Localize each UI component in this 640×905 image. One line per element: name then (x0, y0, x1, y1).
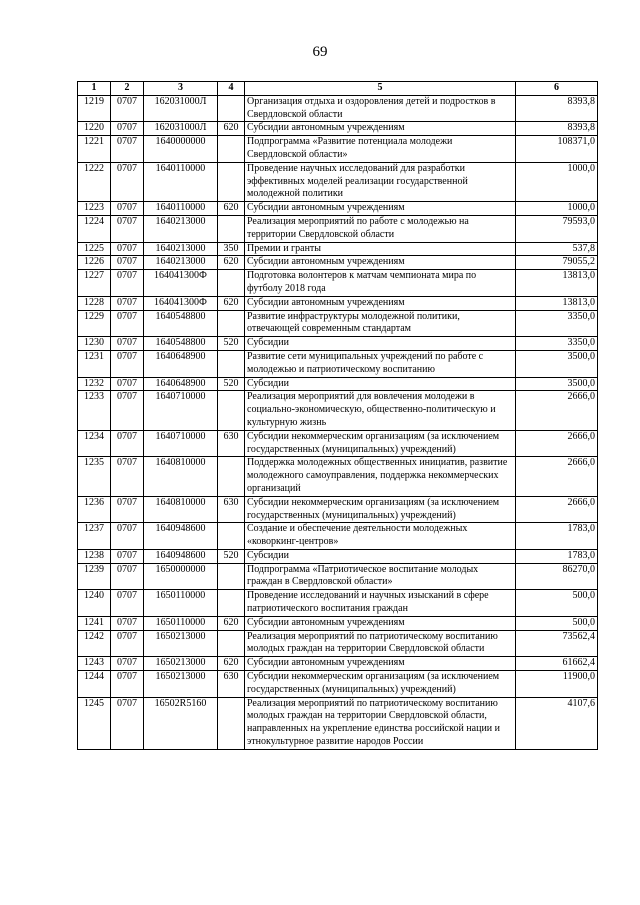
amount-value: 3350,0 (516, 310, 598, 337)
header-cell: 5 (245, 82, 516, 96)
section-code: 0707 (111, 242, 144, 256)
section-code: 0707 (111, 337, 144, 351)
item-name: Субсидии некоммерческим организациям (за исключением государственных (муниципальных) учреждений) (245, 496, 516, 523)
row-number: 1223 (78, 202, 111, 216)
item-name: Субсидии (245, 337, 516, 351)
table-row (78, 697, 598, 749)
section-code: 0707 (111, 270, 144, 297)
amount-value: 108371,0 (516, 136, 598, 163)
amount-value: 4107,6 (516, 697, 598, 749)
row-number: 1239 (78, 563, 111, 590)
target-article-code: 162031000Л (144, 122, 218, 136)
section-code: 0707 (111, 391, 144, 430)
row-number: 1222 (78, 162, 111, 201)
item-name: Подпрограмма «Патриотическое воспитание молодых граждан в Свердловской области» (245, 563, 516, 590)
item-name: Развитие инфраструктуры молодежной политики, отвечающей современным стандартам (245, 310, 516, 337)
row-number: 1241 (78, 616, 111, 630)
expense-type-code (218, 697, 245, 749)
target-article-code: 1640710000 (144, 391, 218, 430)
target-article-code: 1640810000 (144, 496, 218, 523)
section-code: 0707 (111, 697, 144, 749)
target-article-code: 16502R5160 (144, 697, 218, 749)
expense-type-code (218, 350, 245, 377)
row-number: 1228 (78, 296, 111, 310)
expense-type-code: 630 (218, 496, 245, 523)
header-row (78, 82, 598, 96)
section-code: 0707 (111, 657, 144, 671)
amount-value: 2666,0 (516, 391, 598, 430)
item-name: Субсидии некоммерческим организациям (за исключением государственных (муниципальных) учреждений) (245, 430, 516, 457)
expense-type-code (218, 95, 245, 122)
table-row (78, 391, 598, 430)
expense-type-code (218, 590, 245, 617)
row-number: 1232 (78, 377, 111, 391)
item-name: Субсидии автономным учреждениям (245, 122, 516, 136)
target-article-code: 1640110000 (144, 202, 218, 216)
row-number: 1236 (78, 496, 111, 523)
table-row (78, 590, 598, 617)
amount-value: 79593,0 (516, 215, 598, 242)
section-code: 0707 (111, 122, 144, 136)
item-name: Субсидии автономным учреждениям (245, 256, 516, 270)
amount-value: 500,0 (516, 616, 598, 630)
item-name: Реализация мероприятий по патриотическому воспитанию молодых граждан на территории Свердловской области, направленных на укрепление единства российской нации и этнокультурное развитие народов России (245, 697, 516, 749)
table-row (78, 270, 598, 297)
table-row (78, 136, 598, 163)
item-name: Премии и гранты (245, 242, 516, 256)
amount-value: 86270,0 (516, 563, 598, 590)
expense-type-code: 620 (218, 296, 245, 310)
expense-type-code (218, 136, 245, 163)
table-row (78, 337, 598, 351)
item-name: Субсидии автономным учреждениям (245, 202, 516, 216)
item-name: Проведение научных исследований для разработки эффективных моделей реализации государственной молодежной политики (245, 162, 516, 201)
row-number: 1242 (78, 630, 111, 657)
amount-value: 1000,0 (516, 162, 598, 201)
amount-value: 8393,8 (516, 95, 598, 122)
table-row (78, 296, 598, 310)
row-number: 1229 (78, 310, 111, 337)
amount-value: 3500,0 (516, 350, 598, 377)
section-code: 0707 (111, 350, 144, 377)
item-name: Создание и обеспечение деятельности молодежных «коворкинг-центров» (245, 523, 516, 550)
item-name: Реализация мероприятий по патриотическому воспитанию молодых граждан на территории Свердловской области (245, 630, 516, 657)
target-article-code: 1640213000 (144, 242, 218, 256)
target-article-code: 1650110000 (144, 616, 218, 630)
row-number: 1234 (78, 430, 111, 457)
row-number: 1245 (78, 697, 111, 749)
row-number: 1219 (78, 95, 111, 122)
item-name: Подготовка волонтеров к матчам чемпионата мира по футболу 2018 года (245, 270, 516, 297)
item-name: Субсидии (245, 549, 516, 563)
item-name: Субсидии (245, 377, 516, 391)
header-cell: 3 (144, 82, 218, 96)
expense-type-code: 620 (218, 122, 245, 136)
section-code: 0707 (111, 202, 144, 216)
section-code: 0707 (111, 523, 144, 550)
table-row (78, 310, 598, 337)
table-row (78, 430, 598, 457)
target-article-code: 162031000Л (144, 95, 218, 122)
target-article-code: 164041300Ф (144, 296, 218, 310)
row-number: 1221 (78, 136, 111, 163)
section-code: 0707 (111, 671, 144, 698)
expense-type-code (218, 391, 245, 430)
section-code: 0707 (111, 95, 144, 122)
amount-value: 8393,8 (516, 122, 598, 136)
target-article-code: 1640548800 (144, 310, 218, 337)
target-article-code: 1640948600 (144, 549, 218, 563)
expense-type-code: 520 (218, 377, 245, 391)
amount-value: 3350,0 (516, 337, 598, 351)
item-name: Поддержка молодежных общественных инициатив, развитие молодежного самоуправления, поддержка некоммерческих организаций (245, 457, 516, 496)
section-code: 0707 (111, 616, 144, 630)
target-article-code: 164041300Ф (144, 270, 218, 297)
target-article-code: 1650213000 (144, 630, 218, 657)
table-row (78, 457, 598, 496)
header-cell: 2 (111, 82, 144, 96)
expense-type-code (218, 162, 245, 201)
header-cell: 6 (516, 82, 598, 96)
section-code: 0707 (111, 256, 144, 270)
row-number: 1240 (78, 590, 111, 617)
section-code: 0707 (111, 457, 144, 496)
row-number: 1220 (78, 122, 111, 136)
row-number: 1225 (78, 242, 111, 256)
expense-type-code: 620 (218, 202, 245, 216)
amount-value: 1000,0 (516, 202, 598, 216)
expense-type-code (218, 215, 245, 242)
expense-type-code: 520 (218, 337, 245, 351)
table-row (78, 563, 598, 590)
table-row (78, 496, 598, 523)
row-number: 1243 (78, 657, 111, 671)
expense-type-code (218, 457, 245, 496)
target-article-code: 1640810000 (144, 457, 218, 496)
target-article-code: 1640948600 (144, 523, 218, 550)
section-code: 0707 (111, 215, 144, 242)
section-code: 0707 (111, 549, 144, 563)
section-code: 0707 (111, 136, 144, 163)
row-number: 1226 (78, 256, 111, 270)
table-row (78, 215, 598, 242)
item-name: Субсидии автономным учреждениям (245, 616, 516, 630)
item-name: Подпрограмма «Развитие потенциала молодежи Свердловской области» (245, 136, 516, 163)
item-name: Организация отдыха и оздоровления детей и подростков в Свердловской области (245, 95, 516, 122)
amount-value: 79055,2 (516, 256, 598, 270)
item-name: Субсидии автономным учреждениям (245, 657, 516, 671)
row-number: 1224 (78, 215, 111, 242)
target-article-code: 1640213000 (144, 215, 218, 242)
table-row (78, 616, 598, 630)
row-number: 1233 (78, 391, 111, 430)
target-article-code: 1640548800 (144, 337, 218, 351)
target-article-code: 1650000000 (144, 563, 218, 590)
expense-type-code (218, 523, 245, 550)
expense-type-code (218, 310, 245, 337)
item-name: Субсидии некоммерческим организациям (за исключением государственных (муниципальных) учреждений) (245, 671, 516, 698)
row-number: 1235 (78, 457, 111, 496)
row-number: 1227 (78, 270, 111, 297)
item-name: Субсидии автономным учреждениям (245, 296, 516, 310)
row-number: 1230 (78, 337, 111, 351)
table-row (78, 256, 598, 270)
table-row (78, 549, 598, 563)
amount-value: 2666,0 (516, 430, 598, 457)
target-article-code: 1640000000 (144, 136, 218, 163)
section-code: 0707 (111, 162, 144, 201)
target-article-code: 1640110000 (144, 162, 218, 201)
budget-table (77, 81, 598, 750)
amount-value: 11900,0 (516, 671, 598, 698)
amount-value: 61662,4 (516, 657, 598, 671)
amount-value: 2666,0 (516, 496, 598, 523)
header-cell: 4 (218, 82, 245, 96)
expense-type-code: 620 (218, 256, 245, 270)
amount-value: 1783,0 (516, 523, 598, 550)
section-code: 0707 (111, 563, 144, 590)
target-article-code: 1640648900 (144, 377, 218, 391)
amount-value: 1783,0 (516, 549, 598, 563)
item-name: Проведение исследований и научных изысканий в сфере патриотического воспитания граждан (245, 590, 516, 617)
section-code: 0707 (111, 630, 144, 657)
table-row (78, 242, 598, 256)
page-number: 69 (312, 44, 328, 60)
expense-type-code: 350 (218, 242, 245, 256)
section-code: 0707 (111, 496, 144, 523)
target-article-code: 1640648900 (144, 350, 218, 377)
row-number: 1244 (78, 671, 111, 698)
section-code: 0707 (111, 296, 144, 310)
expense-type-code: 620 (218, 616, 245, 630)
row-number: 1238 (78, 549, 111, 563)
row-number: 1231 (78, 350, 111, 377)
expense-type-code (218, 630, 245, 657)
table-row (78, 377, 598, 391)
table-row (78, 122, 598, 136)
expense-type-code: 520 (218, 549, 245, 563)
amount-value: 13813,0 (516, 296, 598, 310)
table-row (78, 202, 598, 216)
table-row (78, 523, 598, 550)
table-row (78, 162, 598, 201)
item-name: Реализация мероприятий по работе с молодежью на территории Свердловской области (245, 215, 516, 242)
amount-value: 13813,0 (516, 270, 598, 297)
expense-type-code: 630 (218, 430, 245, 457)
table-row (78, 630, 598, 657)
target-article-code: 1650213000 (144, 657, 218, 671)
section-code: 0707 (111, 590, 144, 617)
table-row (78, 95, 598, 122)
amount-value: 500,0 (516, 590, 598, 617)
header-cell: 1 (78, 82, 111, 96)
expense-type-code: 620 (218, 657, 245, 671)
target-article-code: 1650213000 (144, 671, 218, 698)
table-row (78, 671, 598, 698)
amount-value: 537,8 (516, 242, 598, 256)
target-article-code: 1650110000 (144, 590, 218, 617)
section-code: 0707 (111, 310, 144, 337)
amount-value: 3500,0 (516, 377, 598, 391)
section-code: 0707 (111, 377, 144, 391)
expense-type-code: 630 (218, 671, 245, 698)
table-row (78, 350, 598, 377)
item-name: Реализация мероприятий для вовлечения молодежи в социально-экономическую, общественно-политическую и культурную жизнь (245, 391, 516, 430)
target-article-code: 1640213000 (144, 256, 218, 270)
amount-value: 73562,4 (516, 630, 598, 657)
row-number: 1237 (78, 523, 111, 550)
expense-type-code (218, 270, 245, 297)
item-name: Развитие сети муниципальных учреждений по работе с молодежью и патриотическому воспитанию (245, 350, 516, 377)
table-row (78, 657, 598, 671)
amount-value: 2666,0 (516, 457, 598, 496)
target-article-code: 1640710000 (144, 430, 218, 457)
section-code: 0707 (111, 430, 144, 457)
expense-type-code (218, 563, 245, 590)
